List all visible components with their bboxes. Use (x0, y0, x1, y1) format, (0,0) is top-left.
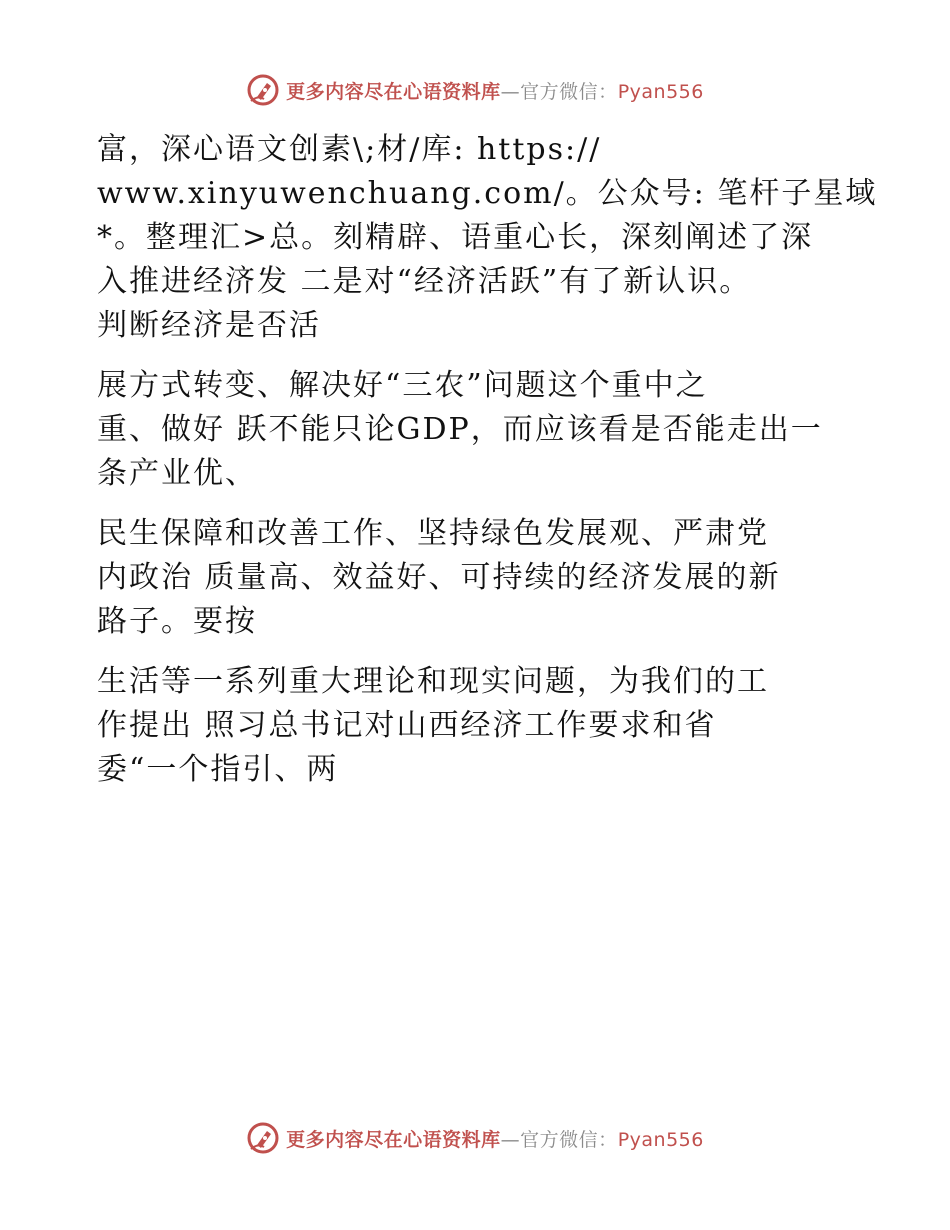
text-line: 条产业优、 (97, 456, 257, 491)
text-line: 委“一个指引、两 (97, 752, 339, 787)
banner-main-text: 更多内容尽在心语资料库 (286, 80, 501, 103)
paragraph-3 (97, 512, 857, 644)
banner-text (286, 77, 704, 104)
text-line: 入推进经济发 二是对“经济活跃”有了新认识。 (97, 264, 752, 299)
footer-banner (0, 1118, 950, 1158)
banner-wechat-id: Pyan556 (617, 80, 704, 103)
paragraph-2 (97, 364, 857, 496)
banner-separator: — (500, 1128, 521, 1151)
banner-official-text: 官方微信： (520, 80, 618, 103)
banner-wechat-id: Pyan556 (617, 1128, 704, 1151)
banner-text (286, 1125, 704, 1152)
text-line: 展方式转变、解决好“三农”问题这个重中之 (97, 368, 708, 403)
pen-nib-circle-icon (246, 1121, 280, 1155)
banner-official-text: 官方微信： (520, 1128, 618, 1151)
banner-separator: — (500, 80, 521, 103)
text-line: 判断经济是否活 (97, 308, 321, 343)
text-line: 富，深心语文创素\;材/库: https:// (97, 132, 602, 167)
text-line: 路子。要按 (97, 604, 257, 639)
text-line: 重、做好 跃不能只论GDP，而应该看是否能走出一 (97, 412, 823, 447)
document-body (97, 128, 878, 808)
text-line: 作提出 照习总书记对山西经济工作要求和省 (97, 708, 717, 743)
text-line: 生活等一系列重大理论和现实问题，为我们的工 (97, 664, 769, 699)
pen-nib-circle-icon (246, 73, 280, 107)
text-line: 内政治 质量高、效益好、可持续的经济发展的新 (97, 560, 781, 595)
text-line: www.xinyuwenchuang.com/。公众号: 笔杆子星域 (97, 176, 878, 211)
paragraph-4 (97, 660, 857, 792)
paragraph-1 (97, 128, 878, 348)
text-line: 民生保障和改善工作、坚持绿色发展观、严肃党 (97, 516, 769, 551)
text-line: *。整理汇>总。刻精辟、语重心长，深刻阐述了深 (97, 220, 814, 255)
header-banner (0, 70, 950, 110)
banner-main-text: 更多内容尽在心语资料库 (286, 1128, 501, 1151)
